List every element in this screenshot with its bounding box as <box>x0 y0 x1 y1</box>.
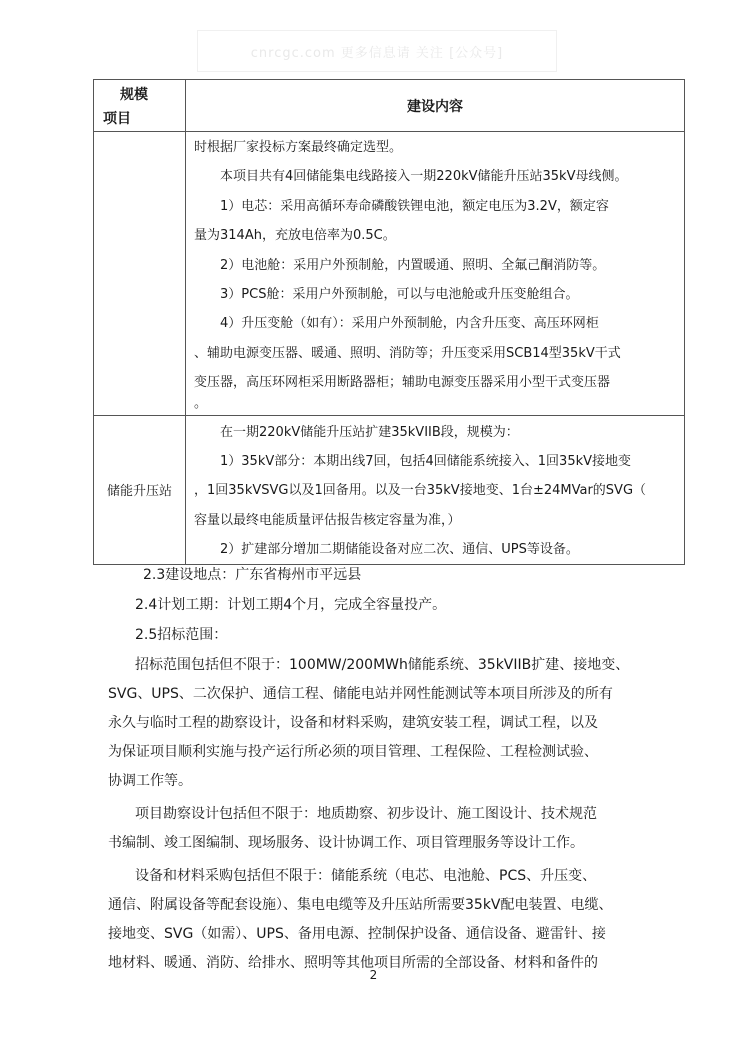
row1-content-cell <box>186 132 685 416</box>
content-line: 4）升压变舱（如有）：采用户外预制舱，内含升压变、高压环网柜 <box>220 316 599 332</box>
content-line: 1）35kV部分：本期出线7回，包括4回储能系统接入、1回35kV接地变 <box>220 453 632 469</box>
content-line: 1）电芯：采用高循环寿命磷酸铁锂电池，额定电压为3.2V，额定容 <box>220 198 609 214</box>
paragraph-line: 招标范围包括但不限于：100MW/200MWh储能系统、35kVIIB扩建、接地变、 <box>135 657 630 673</box>
header-content-label: 建设内容 <box>186 80 685 132</box>
content-line: 容量以最终电能质量评估报告核定容量为准，） <box>194 512 461 528</box>
content-line: 2）扩建部分增加二期储能设备对应二次、通信、UPS等设备。 <box>220 542 579 558</box>
table-row <box>94 415 685 565</box>
construction-table <box>93 79 685 565</box>
content-line: 、辅助电源变压器、暖通、照明、消防等；升压变采用SCB14型35kV干式 <box>194 345 621 361</box>
content-line: ，1回35kVSVG以及1回备用。以及一台35kV接地变、1台±24MVar的SVG（ <box>194 483 647 499</box>
paragraph-line: 项目勘察设计包括但不限于：地质勘察、初步设计、施工图设计、技术规范 <box>135 806 597 822</box>
row1-item-cell <box>94 132 186 416</box>
paragraph-line: 设备和材料采购包括但不限于：储能系统（电芯、电池舱、PCS、升压变、 <box>135 868 597 884</box>
paragraph-line: 书编制、竣工图编制、现场服务、设计协调工作、项目管理服务等设计工作。 <box>108 835 584 851</box>
table-row <box>94 132 685 416</box>
content-line: 量为314Ah，充放电倍率为0.5C。 <box>194 228 396 244</box>
content-line: 。 <box>194 395 208 411</box>
paragraph-line: 接地变、SVG（如需）、UPS、备用电源、控制保护设备、通信设备、避雷针、接 <box>108 926 606 942</box>
page-number: 2 <box>369 968 378 982</box>
paragraph-line: 协调工作等。 <box>108 773 192 789</box>
paragraph-line: 为保证项目顺利实施与投产运行所必须的项目管理、工程保险、工程检测试验、 <box>108 744 598 760</box>
row2-content-cell <box>186 415 685 565</box>
paragraph-line: 永久与临时工程的勘察设计，设备和材料采购，建筑安装工程，调试工程，以及 <box>108 715 598 731</box>
paragraph-line: SVG、UPS、二次保护、通信工程、储能电站并网性能测试等本项目所涉及的所有 <box>108 686 613 702</box>
table-header-diagonal-cell <box>94 80 186 132</box>
header-scale-label: 规模 <box>120 87 148 103</box>
content-line: 变压器，高压环网柜采用断路器柜；辅助电源变压器采用小型干式变压器 <box>194 375 611 391</box>
paragraph-line: 通信、附属设备等配套设施）、集电电缆等及升压站所需要35kV配电装置、电缆、 <box>108 897 613 913</box>
table-header-row <box>94 80 685 132</box>
content-line: 2）电池舱：采用户外预制舱，内置暖通、照明、全氟己酮消防等。 <box>220 257 606 273</box>
section-2-3-location: 2.3建设地点：广东省梅州市平远县 <box>143 567 362 583</box>
watermark: cnrcgc.com 更多信息请 关注 [公众号] <box>197 30 557 72</box>
section-2-4-schedule: 2.4计划工期：计划工期4个月，完成全容量投产。 <box>135 597 447 613</box>
section-2-5-heading: 2.5招标范围： <box>135 627 228 643</box>
row2-item-cell: 储能升压站 <box>94 415 186 565</box>
paragraph-line: 地材料、暖通、消防、给排水、照明等其他项目所需的全部设备、材料和备件的 <box>108 955 598 971</box>
content-line: 时根据厂家投标方案最终确定选型。 <box>194 140 403 155</box>
content-line: 本项目共有4回储能集电线路接入一期220kV储能升压站35kV母线侧。 <box>220 169 628 185</box>
content-line: 3）PCS舱：采用户外预制舱，可以与电池舱或升压变舱组合。 <box>220 286 579 302</box>
header-item-label: 项目 <box>103 111 131 127</box>
content-line: 在一期220kV储能升压站扩建35kVIIB段，规模为： <box>220 424 519 440</box>
